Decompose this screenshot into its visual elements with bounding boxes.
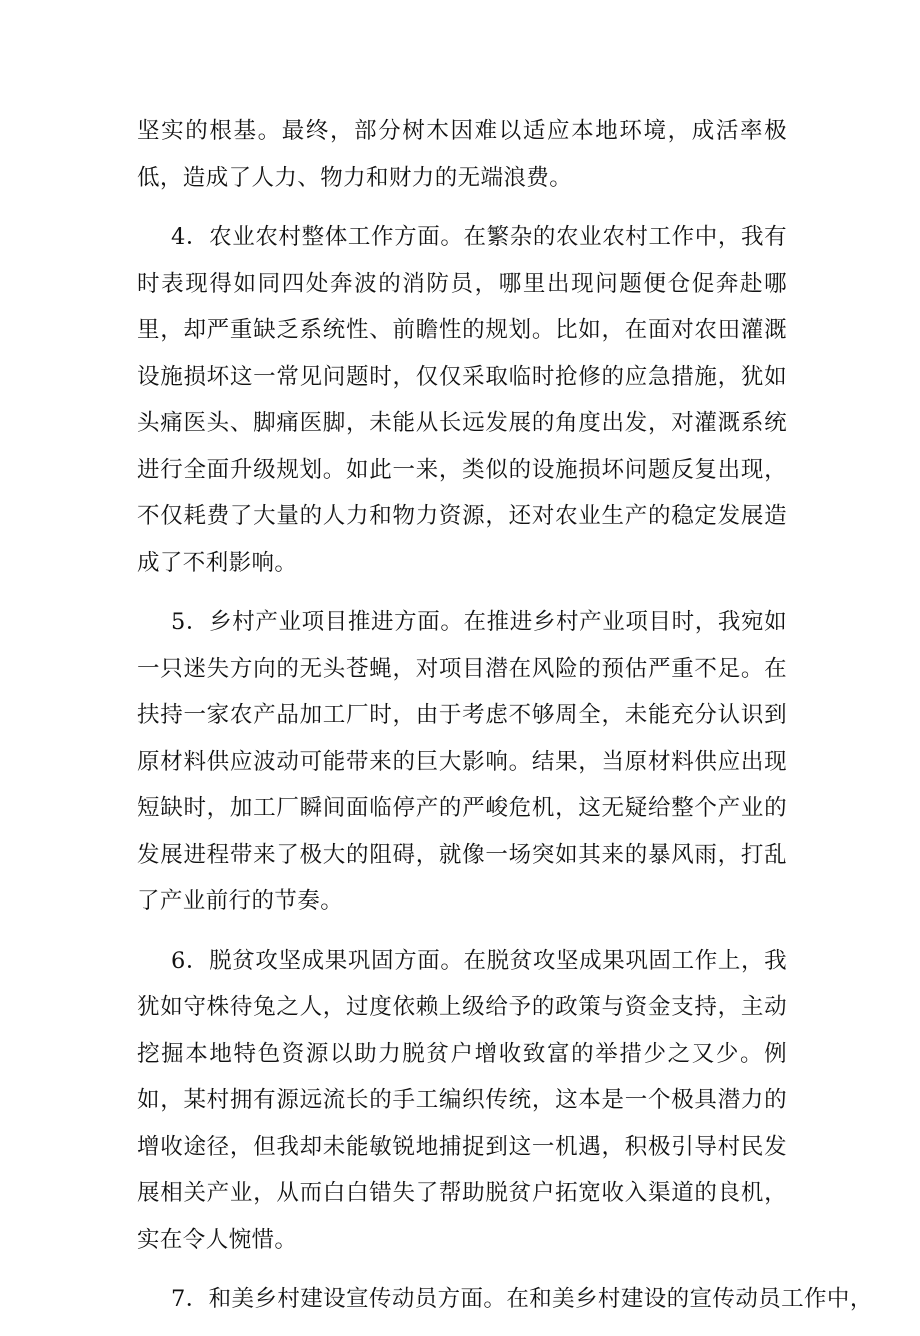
- paragraph-item-5: 5．乡村产业项目推进方面。在推进乡村产业项目时，我宛如一只迷失方向的无头苍蝇，对项目潜在风险的预估严重不足。在扶持一家农产品加工厂时，由于考虑不够周全，未能充分认识到原材料供应波动可能带来的巨大影响。结果，当原材料供应出现短缺时，加工厂瞬间面临停产的严峻危机，这无疑给整个产业的发展进程带来了极大的阻碍，就像一场突如其来的暴风雨，打乱了产业前行的节奏。: [137, 609, 787, 914]
- paragraph-item-7: 7．和美乡村建设宣传动员方面。在和美乡村建设的宣传动员工作中，: [171, 1286, 873, 1312]
- paragraph-item-6: 6．脱贫攻坚成果巩固方面。在脱贫攻坚成果巩固工作上，我犹如守株待兔之人，过度依赖上级给予的政策与资金支持，主动挖掘本地特色资源以助力脱贫户增收致富的举措少之又少。例如，某村拥有源远流长的手工编织传统，这本是一个极具潜力的增收途径，但我却未能敏锐地捕捉到这一机遇，积极引导村民发展相关产业，从而白白错失了帮助脱贫户拓宽收入渠道的良机，实在令人惋惜。: [137, 947, 787, 1253]
- paragraph-item-4: 4．农业农村整体工作方面。在繁杂的农业农村工作中，我有时表现得如同四处奔波的消防员，哪里出现问题便仓促奔赴哪里，却严重缺乏系统性、前瞻性的规划。比如，在面对农田灌溉设施损坏这一常见问题时，仅仅采取临时抢修的应急措施，犹如头痛医头、脚痛医脚，未能从长远发展的角度出发，对灌溉系统进行全面升级规划。如此一来，类似的设施损坏问题反复出现，不仅耗费了大量的人力和物力资源，还对农业生产的稳定发展造成了不利影响。: [137, 224, 787, 576]
- paragraph-continuation: 坚实的根基。最终，部分树木因难以适应本地环境，成活率极低，造成了人力、物力和财力的无端浪费。: [137, 118, 787, 191]
- document-page: [137, 108, 873, 1336]
